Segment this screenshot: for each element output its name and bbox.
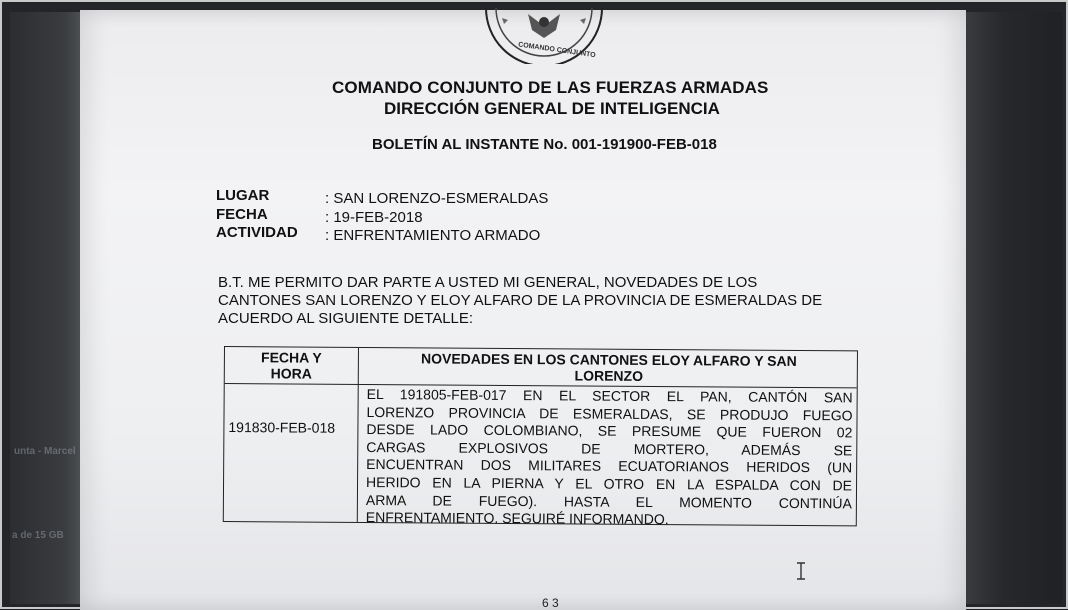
monitor-left-edge [10, 12, 88, 604]
table-header-date [225, 349, 358, 382]
header-text: NOVEDADES EN LOS CANTONES ELOY ALFARO Y SAN [420, 350, 797, 369]
field-label-fecha: FECHA [216, 206, 268, 223]
detail-line: ARMA DE FUEGO). HASTA EL MOMENTO CONTINÚA [365, 491, 852, 511]
detail-line: CARGAS EXPLOSIVOS DE MORTERO, ADEMÁS SE [366, 438, 853, 459]
intro-line: CANTONES SAN LORENZO Y ELOY ALFARO DE LA PROVINCIA DE ESMERALDAS DE [218, 292, 823, 309]
field-label-actividad: ACTIVIDAD [216, 224, 298, 241]
header-text: HORA [270, 365, 312, 382]
header-text: FECHA Y [261, 349, 322, 366]
table-cell-date: 191830-FEB-018 [228, 419, 336, 436]
detail-line: ENFRENTAMIENTO. SEGUIRÉ INFORMANDO. [365, 509, 669, 528]
text-cursor-icon [796, 562, 806, 580]
background-window-text: a de 15 GB [12, 530, 64, 541]
background-window-text: unta - Marcel [14, 446, 76, 457]
field-value-actividad: : ENFRENTAMIENTO ARMADO [325, 227, 541, 244]
military-seal-icon [482, 8, 606, 64]
page-number: 6 3 [542, 596, 559, 610]
detail-line: DESDE LADO COLOMBIANO, SE PRESUME QUE FUERON 02 [366, 421, 853, 441]
bulletin-number: BOLETÍN AL INSTANTE No. 001-191900-FEB-018 [372, 136, 717, 153]
field-value-fecha: : 19-FEB-2018 [325, 209, 423, 226]
document-subtitle: DIRECCIÓN GENERAL DE INTELIGENCIA [384, 99, 720, 118]
table-header-novedades [359, 350, 859, 385]
field-value-lugar: : SAN LORENZO-ESMERALDAS [325, 190, 549, 207]
intro-line: B.T. ME PERMITO DAR PARTE A USTED MI GENERAL, NOVEDADES DE LOS [218, 274, 758, 291]
detail-line: ENCUENTRAN DOS MILITARES ECUATORIANOS HERIDOS (UN [366, 456, 853, 476]
detail-line: LORENZO PROVINCIA DE ESMERALDAS, SE PRODUJO FUEGO [366, 403, 853, 423]
header-text: LORENZO [574, 367, 644, 384]
intro-line: ACUERDO AL SIGUIENTE DETALLE: [218, 310, 474, 327]
detail-line: EL 191805-FEB-017 EN EL SECTOR EL PAN, CANTÓN SAN [366, 385, 853, 406]
monitor-right-edge [964, 12, 1062, 604]
table-cell-detail [366, 386, 853, 530]
intro-paragraph [218, 274, 868, 328]
document-title: COMANDO CONJUNTO DE LAS FUERZAS ARMADAS [332, 78, 769, 97]
detail-line: HERIDO EN LA PIERNA Y EL OTRO EN LA ESPALDA CON DE [365, 473, 853, 494]
report-table [223, 346, 858, 526]
field-label-lugar: LUGAR [216, 187, 270, 204]
seal-text: COMANDO CONJUNTO [517, 41, 596, 60]
